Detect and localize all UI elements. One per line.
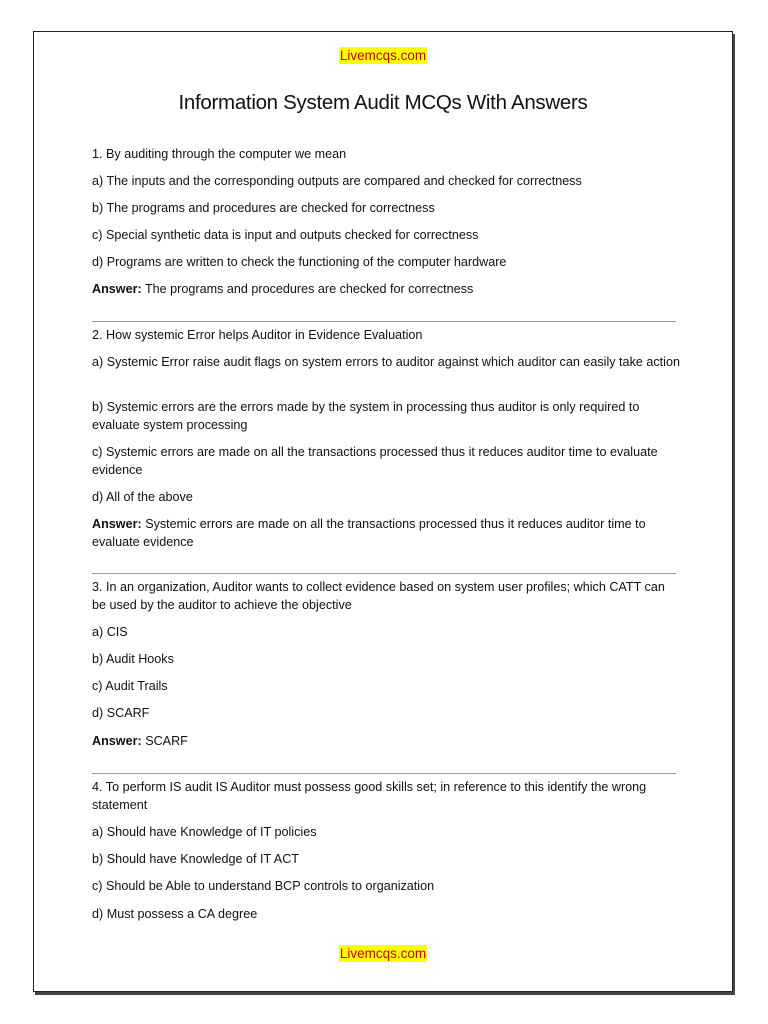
answer-text: The programs and procedures are checked for correctness [144, 282, 474, 296]
document-page [33, 31, 733, 992]
option-c: c) Audit Trails [92, 679, 168, 693]
option-b: b) Audit Hooks [92, 652, 174, 666]
option-b: b) The programs and procedures are checked for correctness [92, 201, 435, 215]
option-a: a) Systemic Error raise audit flags on system errors to auditor against which auditor can easily take action [92, 355, 680, 369]
divider [92, 773, 676, 774]
option-d: d) All of the above [92, 490, 193, 504]
question-text: 3. In an organization, Auditor wants to collect evidence based on system user profiles; which CATT can be used by the auditor to achieve the objective [92, 580, 665, 612]
option-c: c) Should be Able to understand BCP controls to organization [92, 879, 435, 893]
answer-line [92, 732, 680, 750]
option-d: d) SCARF [92, 706, 150, 720]
option-c: c) Special synthetic data is input and outputs checked for correctness [92, 228, 479, 242]
option-c: c) Systemic errors are made on all the transactions processed thus it reduces auditor time to evaluate evidence [92, 445, 658, 477]
question-text: 2. How systemic Error helps Auditor in Evidence Evaluation [92, 328, 423, 342]
site-label-top [34, 48, 732, 64]
answer-text: SCARF [145, 734, 188, 748]
answer-text: Systemic errors are made on all the transactions processed thus it reduces auditor time to evaluate evidence [92, 517, 646, 549]
divider [92, 573, 676, 574]
option-b: b) Systemic errors are the errors made by the system in processing thus auditor is only required to evaluate system processing [92, 400, 640, 432]
page-title: Information System Audit MCQs With Answers [178, 91, 588, 114]
option-a: a) Should have Knowledge of IT policies [92, 825, 317, 839]
answer-line [92, 280, 680, 298]
option-a: a) The inputs and the corresponding outputs are compared and checked for correctness [92, 174, 582, 188]
site-label-bottom [34, 946, 732, 962]
answer-line [92, 515, 680, 551]
option-d: d) Programs are written to check the functioning of the computer hardware [92, 255, 507, 269]
question-text: 1. By auditing through the computer we mean [92, 147, 347, 161]
answer-label: Answer: [92, 517, 142, 531]
site-label-text[interactable]: Livemcqs.com [339, 48, 427, 63]
option-d: d) Must possess a CA degree [92, 907, 258, 921]
option-a: a) CIS [92, 625, 128, 639]
answer-label: Answer: [92, 282, 142, 296]
answer-label: Answer: [92, 734, 142, 748]
option-b: b) Should have Knowledge of IT ACT [92, 852, 299, 866]
divider [92, 321, 676, 322]
question-text: 4. To perform IS audit IS Auditor must possess good skills set; in reference to this identify the wrong statement [92, 780, 647, 812]
site-label-text[interactable]: Livemcqs.com [339, 946, 427, 961]
